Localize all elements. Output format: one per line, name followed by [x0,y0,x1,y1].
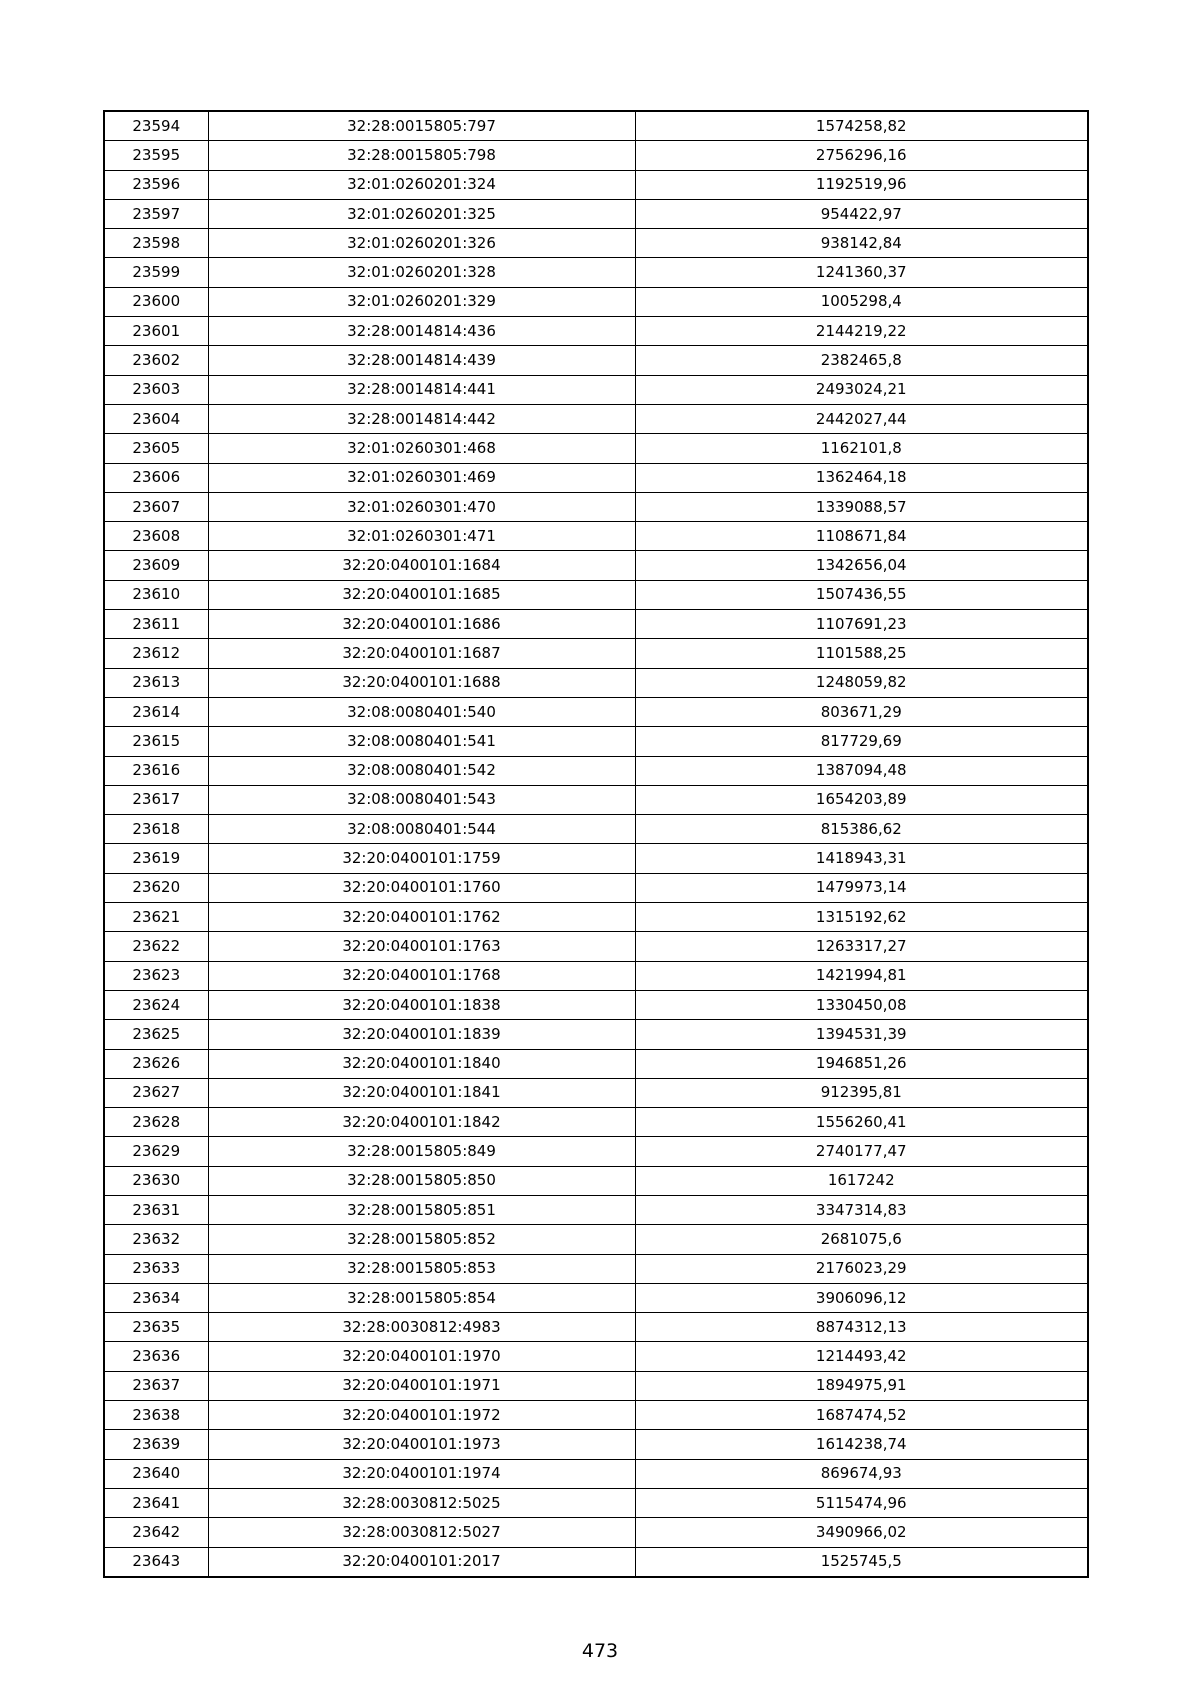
table-row [104,815,1088,844]
value-cell: 2382465,8 [635,346,1088,375]
cadastral-number-cell: 32:20:0400101:1685 [208,580,635,609]
row-number-cell: 23621 [104,903,208,932]
cadastral-number-cell: 32:20:0400101:1970 [208,1342,635,1371]
cadastral-number-cell: 32:20:0400101:1974 [208,1459,635,1488]
table-row [104,229,1088,258]
value-cell: 954422,97 [635,199,1088,228]
cadastral-number-cell: 32:20:0400101:1759 [208,844,635,873]
table-row [104,1108,1088,1137]
table-row [104,756,1088,785]
cadastral-number-cell: 32:28:0014814:436 [208,317,635,346]
value-cell: 1687474,52 [635,1401,1088,1430]
cadastral-number-cell: 32:20:0400101:1760 [208,873,635,902]
row-number-cell: 23638 [104,1401,208,1430]
cadastral-number-cell: 32:20:0400101:1762 [208,903,635,932]
cadastral-number-cell: 32:01:0260301:469 [208,463,635,492]
table-row [104,1137,1088,1166]
value-cell: 1894975,91 [635,1371,1088,1400]
row-number-cell: 23608 [104,522,208,551]
cadastral-number-cell: 32:20:0400101:1686 [208,610,635,639]
table-row [104,1547,1088,1577]
row-number-cell: 23610 [104,580,208,609]
row-number-cell: 23628 [104,1108,208,1137]
value-cell: 815386,62 [635,815,1088,844]
row-number-cell: 23625 [104,1020,208,1049]
row-number-cell: 23603 [104,375,208,404]
table-row [104,1371,1088,1400]
table-row [104,1020,1088,1049]
table-body [104,111,1088,1577]
cadastral-number-cell: 32:28:0015805:849 [208,1137,635,1166]
table-row [104,727,1088,756]
cadastral-number-cell: 32:28:0014814:442 [208,404,635,433]
row-number-cell: 23629 [104,1137,208,1166]
value-cell: 2681075,6 [635,1225,1088,1254]
row-number-cell: 23605 [104,434,208,463]
cadastral-number-cell: 32:20:0400101:1841 [208,1078,635,1107]
row-number-cell: 23618 [104,815,208,844]
row-number-cell: 23635 [104,1313,208,1342]
table-row [104,1078,1088,1107]
cadastral-number-cell: 32:01:0260301:471 [208,522,635,551]
row-number-cell: 23600 [104,287,208,316]
row-number-cell: 23637 [104,1371,208,1400]
row-number-cell: 23632 [104,1225,208,1254]
row-number-cell: 23626 [104,1049,208,1078]
cadastral-number-cell: 32:28:0015805:853 [208,1254,635,1283]
cadastral-number-cell: 32:28:0015805:850 [208,1166,635,1195]
value-cell: 2756296,16 [635,141,1088,170]
table-row [104,1518,1088,1547]
cadastral-number-cell: 32:28:0030812:4983 [208,1313,635,1342]
value-cell: 1479973,14 [635,873,1088,902]
row-number-cell: 23620 [104,873,208,902]
row-number-cell: 23619 [104,844,208,873]
table-row [104,668,1088,697]
value-cell: 1214493,42 [635,1342,1088,1371]
table-row [104,346,1088,375]
row-number-cell: 23599 [104,258,208,287]
value-cell: 1418943,31 [635,844,1088,873]
row-number-cell: 23627 [104,1078,208,1107]
row-number-cell: 23612 [104,639,208,668]
value-cell: 1330450,08 [635,990,1088,1019]
value-cell: 1315192,62 [635,903,1088,932]
table-row [104,492,1088,521]
table-row [104,1488,1088,1517]
table-row [104,873,1088,902]
value-cell: 1654203,89 [635,785,1088,814]
row-number-cell: 23640 [104,1459,208,1488]
row-number-cell: 23633 [104,1254,208,1283]
table-row [104,1166,1088,1195]
cadastral-number-cell: 32:01:0260201:326 [208,229,635,258]
value-cell: 1421994,81 [635,961,1088,990]
cadastral-number-cell: 32:28:0015805:851 [208,1195,635,1224]
table-row [104,1401,1088,1430]
page-number: 473 [581,1640,619,1662]
cadastral-number-cell: 32:20:0400101:1840 [208,1049,635,1078]
row-number-cell: 23615 [104,727,208,756]
value-cell: 938142,84 [635,229,1088,258]
cadastral-number-cell: 32:20:0400101:1768 [208,961,635,990]
value-cell: 2176023,29 [635,1254,1088,1283]
row-number-cell: 23630 [104,1166,208,1195]
table-row [104,287,1088,316]
row-number-cell: 23623 [104,961,208,990]
cadastral-number-cell: 32:01:0260201:329 [208,287,635,316]
table-row [104,932,1088,961]
row-number-cell: 23607 [104,492,208,521]
table-row [104,610,1088,639]
value-cell: 1507436,55 [635,580,1088,609]
table-row [104,463,1088,492]
cadastral-number-cell: 32:28:0015805:854 [208,1283,635,1312]
row-number-cell: 23634 [104,1283,208,1312]
cadastral-number-cell: 32:20:0400101:1838 [208,990,635,1019]
row-number-cell: 23622 [104,932,208,961]
cadastral-number-cell: 32:01:0260201:324 [208,170,635,199]
row-number-cell: 23643 [104,1547,208,1577]
value-cell: 803671,29 [635,697,1088,726]
row-number-cell: 23604 [104,404,208,433]
table-row [104,903,1088,932]
cadastral-number-cell: 32:01:0260201:328 [208,258,635,287]
value-cell: 817729,69 [635,727,1088,756]
cadastral-number-cell: 32:28:0015805:797 [208,111,635,141]
cadastral-number-cell: 32:08:0080401:542 [208,756,635,785]
value-cell: 869674,93 [635,1459,1088,1488]
row-number-cell: 23613 [104,668,208,697]
table-row [104,639,1088,668]
value-cell: 1241360,37 [635,258,1088,287]
row-number-cell: 23598 [104,229,208,258]
row-number-cell: 23616 [104,756,208,785]
value-cell: 1342656,04 [635,551,1088,580]
value-cell: 1107691,23 [635,610,1088,639]
cadastral-number-cell: 32:01:0260301:470 [208,492,635,521]
cadastral-number-cell: 32:20:0400101:1687 [208,639,635,668]
cadastral-number-cell: 32:08:0080401:543 [208,785,635,814]
cadastral-number-cell: 32:08:0080401:540 [208,697,635,726]
row-number-cell: 23601 [104,317,208,346]
cadastral-number-cell: 32:20:0400101:1842 [208,1108,635,1137]
table-row [104,1049,1088,1078]
value-cell: 1101588,25 [635,639,1088,668]
table-row [104,1283,1088,1312]
table-row [104,170,1088,199]
value-cell: 1005298,4 [635,287,1088,316]
table-row [104,1430,1088,1459]
row-number-cell: 23614 [104,697,208,726]
value-cell: 3906096,12 [635,1283,1088,1312]
table-row [104,1225,1088,1254]
table-row [104,580,1088,609]
row-number-cell: 23617 [104,785,208,814]
cadastral-number-cell: 32:08:0080401:544 [208,815,635,844]
cadastral-number-cell: 32:28:0030812:5025 [208,1488,635,1517]
cadastral-number-cell: 32:01:0260201:325 [208,199,635,228]
cadastral-number-cell: 32:28:0015805:798 [208,141,635,170]
table-row [104,697,1088,726]
value-cell: 1614238,74 [635,1430,1088,1459]
row-number-cell: 23641 [104,1488,208,1517]
table-row [104,111,1088,141]
value-cell: 3347314,83 [635,1195,1088,1224]
row-number-cell: 23594 [104,111,208,141]
value-cell: 2493024,21 [635,375,1088,404]
value-cell: 912395,81 [635,1078,1088,1107]
table-row [104,1342,1088,1371]
table-row [104,434,1088,463]
cadastral-number-cell: 32:20:0400101:1688 [208,668,635,697]
cadastral-number-cell: 32:28:0030812:5027 [208,1518,635,1547]
cadastral-number-cell: 32:28:0014814:441 [208,375,635,404]
row-number-cell: 23595 [104,141,208,170]
value-cell: 1192519,96 [635,170,1088,199]
cadastral-number-cell: 32:20:0400101:1973 [208,1430,635,1459]
value-cell: 8874312,13 [635,1313,1088,1342]
cadastral-number-cell: 32:28:0015805:852 [208,1225,635,1254]
value-cell: 1617242 [635,1166,1088,1195]
row-number-cell: 23606 [104,463,208,492]
value-cell: 2144219,22 [635,317,1088,346]
table-row [104,785,1088,814]
data-table [103,110,1089,1578]
row-number-cell: 23596 [104,170,208,199]
table-row [104,199,1088,228]
table-row [104,141,1088,170]
value-cell: 1108671,84 [635,522,1088,551]
cadastral-number-cell: 32:20:0400101:1684 [208,551,635,580]
row-number-cell: 23631 [104,1195,208,1224]
table-row [104,844,1088,873]
row-number-cell: 23639 [104,1430,208,1459]
value-cell: 1162101,8 [635,434,1088,463]
table-row [104,551,1088,580]
value-cell: 1339088,57 [635,492,1088,521]
cadastral-number-cell: 32:28:0014814:439 [208,346,635,375]
row-number-cell: 23636 [104,1342,208,1371]
value-cell: 1525745,5 [635,1547,1088,1577]
row-number-cell: 23611 [104,610,208,639]
value-cell: 1556260,41 [635,1108,1088,1137]
value-cell: 1387094,48 [635,756,1088,785]
cadastral-number-cell: 32:01:0260301:468 [208,434,635,463]
value-cell: 1574258,82 [635,111,1088,141]
cadastral-number-cell: 32:20:0400101:2017 [208,1547,635,1577]
table-row [104,522,1088,551]
table-row [104,375,1088,404]
value-cell: 2442027,44 [635,404,1088,433]
table-row [104,1313,1088,1342]
row-number-cell: 23624 [104,990,208,1019]
value-cell: 1946851,26 [635,1049,1088,1078]
value-cell: 1263317,27 [635,932,1088,961]
table-row [104,404,1088,433]
table-row [104,258,1088,287]
value-cell: 2740177,47 [635,1137,1088,1166]
row-number-cell: 23642 [104,1518,208,1547]
table-row [104,1254,1088,1283]
value-cell: 1394531,39 [635,1020,1088,1049]
row-number-cell: 23602 [104,346,208,375]
value-cell: 5115474,96 [635,1488,1088,1517]
cadastral-number-cell: 32:20:0400101:1972 [208,1401,635,1430]
table-row [104,990,1088,1019]
value-cell: 3490966,02 [635,1518,1088,1547]
value-cell: 1248059,82 [635,668,1088,697]
table-row [104,1195,1088,1224]
table-row [104,317,1088,346]
cadastral-number-cell: 32:20:0400101:1763 [208,932,635,961]
cadastral-number-cell: 32:08:0080401:541 [208,727,635,756]
row-number-cell: 23609 [104,551,208,580]
value-cell: 1362464,18 [635,463,1088,492]
row-number-cell: 23597 [104,199,208,228]
cadastral-number-cell: 32:20:0400101:1971 [208,1371,635,1400]
table-row [104,961,1088,990]
table-row [104,1459,1088,1488]
cadastral-number-cell: 32:20:0400101:1839 [208,1020,635,1049]
